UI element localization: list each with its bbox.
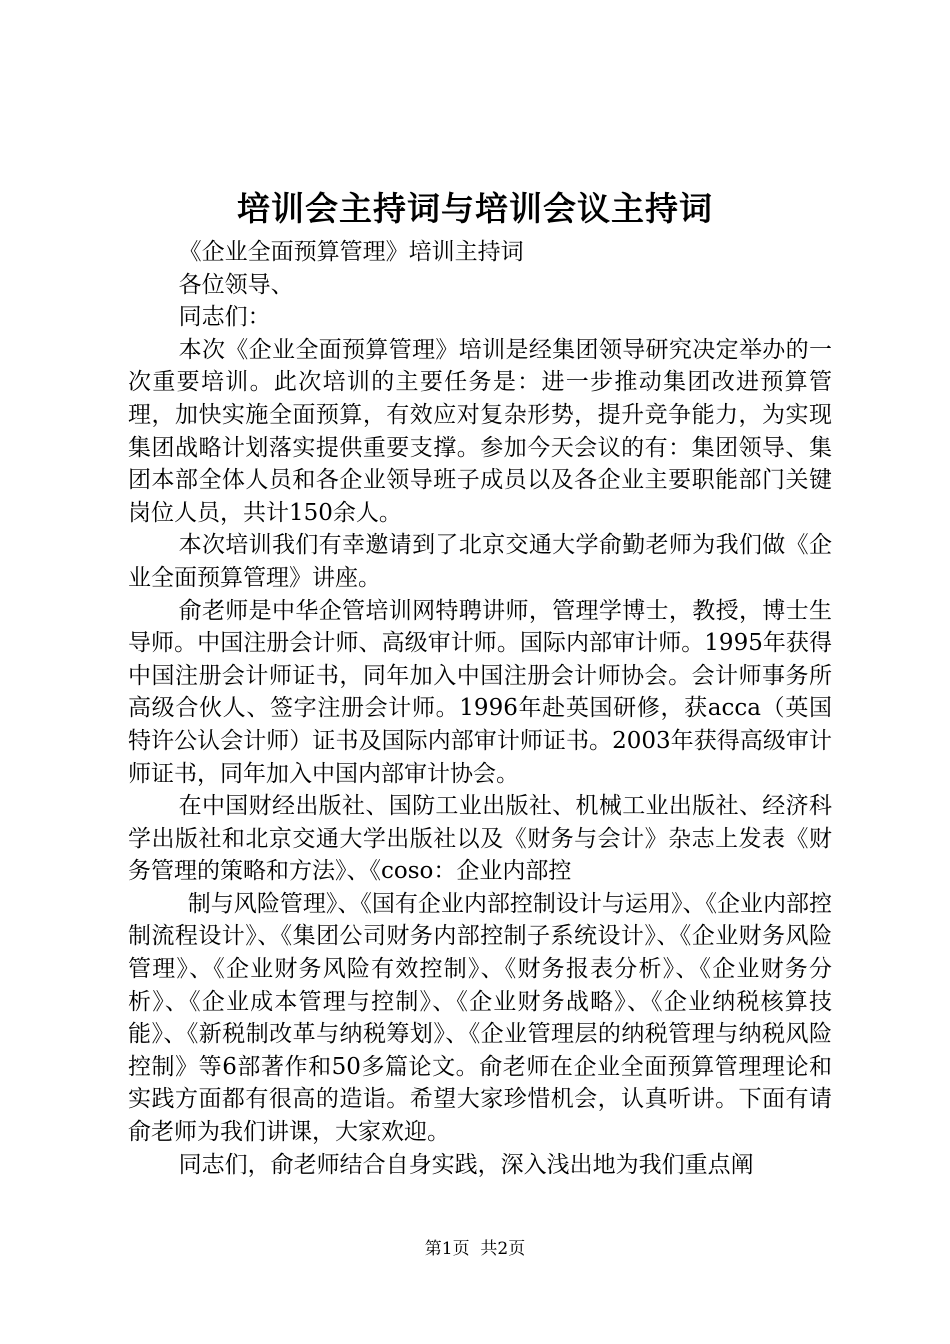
page-number: 第1页	[424, 1239, 470, 1259]
paragraph-introduction: 本次《企业全面预算管理》培训是经集团领导研究决定举办的一次重要培训。此次培训的主要任务是：进一步推动集团改进预算管理，加快实施全面预算，有效应对复杂形势，提升竞争能力，为实现集团战略计划落实提供重要支撑。参加今天会议的有：集团领导、集团本部全体人员和各企业领导班子成员以及各企业主要职能部门关键岗位人员，共计150余人。	[128, 336, 832, 526]
paragraph-publications-continued: 制与风险管理》、《国有企业内部控制设计与运用》、《企业内部控制流程设计》、《集团公司财务内部控制子系统设计》、《企业财务风险管理》、《企业财务风险有效控制》、《财务报表分析》、《企业财务分析》、《企业成本管理与控制》、《企业财务战略》、《企业纳税核算技能》、《新税制改革与纳税筹划》、《企业管理层的纳税管理与纳税风险控制》等6部著作和50多篇论文。俞老师在企业全面预算管理理论和实践方面都有很高的造诣。希望大家珍惜机会，认真听讲。下面有请俞老师为我们讲课，大家欢迎。	[128, 890, 832, 1146]
paragraph-invited-speaker: 本次培训我们有幸邀请到了北京交通大学俞勤老师为我们做《企业全面预算管理》讲座。	[128, 532, 832, 591]
paragraph-subtitle: 《企业全面预算管理》培训主持词	[178, 239, 524, 265]
paragraph-publications: 在中国财经出版社、国防工业出版社、机械工业出版社、经济科学出版社和北京交通大学出版社以及《财务与会计》杂志上发表《财务管理的策略和方法》、《coso：企业内部控	[128, 793, 832, 885]
document-title: 培训会主持词与培训会议主持词	[237, 189, 713, 228]
page-footer	[0, 1237, 950, 1261]
paragraph-salutation-leaders: 各位领导、	[178, 271, 294, 298]
paragraph-closing: 同志们，俞老师结合自身实践，深入浅出地为我们重点阐	[178, 1151, 754, 1178]
page-total: 共2页	[480, 1239, 526, 1259]
document-body	[128, 236, 832, 1181]
paragraph-salutation-comrades: 同志们：	[178, 304, 271, 331]
paragraph-speaker-bio: 俞老师是中华企管培训网特聘讲师，管理学博士，教授，博士生导师。中国注册会计师、高级审计师。国际内部审计师。1995年获得中国注册会计师证书，同年加入中国注册会计师协会。会计师事务所高级合伙人、签字注册会计师。1996年赴英国研修，获acca（英国特许公认会计师）证书及国际内部审计师证书。2003年获得高级审计师证书，同年加入中国内部审计协会。	[128, 597, 832, 787]
